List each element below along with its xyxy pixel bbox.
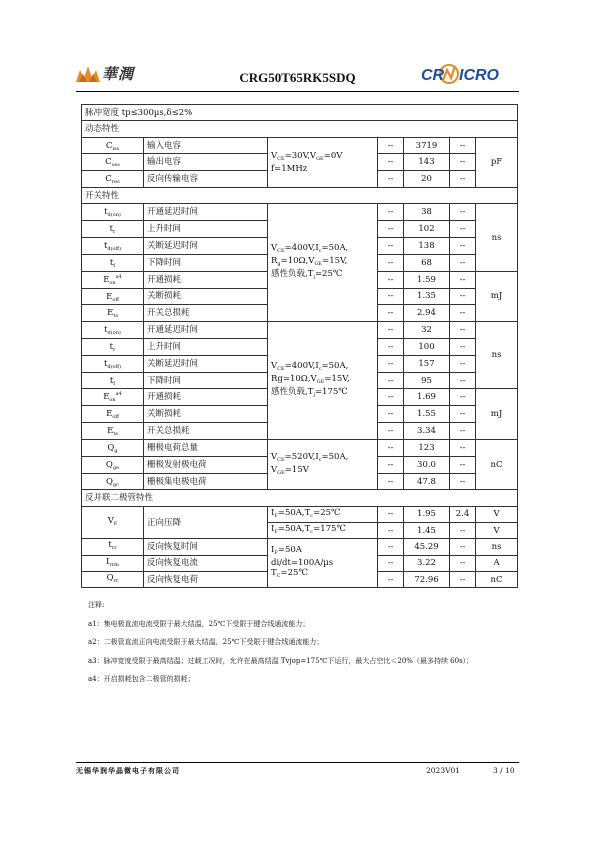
symbol-sub: d(on) [107, 212, 121, 219]
condition-part: CE [277, 366, 285, 373]
condition-part: V [271, 361, 278, 372]
table-row [82, 539, 518, 555]
value-min: -- [378, 339, 404, 356]
symbol-sub: d(on) [107, 330, 121, 336]
symbol-base: C [105, 140, 113, 151]
value-min: -- [378, 322, 404, 339]
param-name: 反向传输电容 [144, 171, 268, 188]
value-max: -- [450, 154, 476, 171]
value-max: -- [450, 339, 476, 356]
value-min: -- [378, 406, 404, 423]
condition-part: GE [314, 261, 323, 268]
condition-part: =25℃ [313, 507, 341, 518]
symbol-sub: r [113, 346, 116, 353]
symbol-sub: rr [111, 545, 117, 552]
symbol-sub: res [111, 179, 120, 186]
condition-part: =400V,I [284, 361, 319, 372]
condition-part: c [318, 456, 322, 463]
condition-part: V [271, 150, 278, 161]
company-logo-right [419, 60, 519, 86]
param-symbol [82, 322, 144, 339]
symbol-base: t [104, 325, 108, 335]
symbol-base: Q [106, 573, 114, 584]
param-symbol [82, 221, 144, 238]
note-line: a1：集电极直流电流受限于最大结温，25℃下受限于键合线通流能力； [88, 619, 310, 628]
condition-part: Rg=10Ω,V [271, 374, 317, 385]
table-row [82, 506, 518, 522]
condition-part: CE [277, 155, 285, 162]
value-typ: 95 [404, 372, 450, 389]
param-name: 关断延迟时间 [144, 355, 268, 372]
symbol-sub: gc [112, 481, 119, 488]
symbol-base: V [107, 516, 114, 527]
condition-part: =25℃ [280, 568, 308, 579]
test-condition [268, 539, 378, 588]
value-max: 2.4 [450, 506, 476, 522]
value-typ: 143 [404, 154, 450, 171]
logo-left-text: 華潤 [102, 65, 135, 83]
condition-part: =50A,T [277, 524, 311, 535]
value-max: -- [450, 372, 476, 389]
test-condition [268, 322, 378, 440]
condition-part: CE [277, 456, 285, 463]
symbol-base: Q [107, 442, 115, 453]
value-max: -- [450, 137, 476, 154]
param-symbol [82, 254, 144, 271]
test-condition [268, 204, 378, 322]
notes-block [88, 596, 473, 689]
param-name: 关断损耗 [144, 406, 268, 423]
condition-part: I [271, 507, 275, 518]
symbol-base: E [103, 392, 110, 403]
test-condition [268, 439, 378, 489]
param-name: 开通损耗 [144, 389, 268, 406]
value-unit: ns [476, 539, 518, 555]
value-max: -- [450, 171, 476, 188]
condition-part: c [310, 529, 314, 536]
symbol-sub: f [113, 380, 116, 387]
param-symbol [82, 506, 144, 539]
condition-part: di/dt=100A/µs [271, 558, 334, 569]
condition-part: =10Ω,V [280, 256, 315, 267]
table-row [82, 439, 518, 456]
value-min: -- [378, 539, 404, 555]
symbol-base: C [105, 157, 112, 168]
value-min: -- [378, 254, 404, 271]
page-header [76, 58, 519, 88]
value-typ: 30.0 [404, 456, 450, 473]
value-typ: 2.94 [404, 305, 450, 322]
value-typ: 20 [404, 171, 450, 188]
param-name: 上升时间 [144, 221, 268, 238]
pulse-note: 脉冲宽度 tp≤300µs,δ≤2% [82, 105, 518, 121]
value-max: -- [450, 238, 476, 255]
symbol-base: E [107, 308, 114, 319]
symbol-sub: ts [113, 430, 118, 437]
condition-part: f=1MHz [271, 163, 308, 174]
value-min: -- [378, 456, 404, 473]
condition-part: GE [277, 469, 285, 476]
value-typ: 3719 [404, 137, 450, 154]
condition-part: V [271, 464, 278, 475]
value-typ: 72.96 [404, 571, 450, 587]
param-symbol [82, 372, 144, 389]
symbol-base: E [106, 409, 113, 420]
test-condition [268, 506, 378, 522]
symbol-base: t [109, 341, 114, 352]
value-typ: 1.69 [404, 389, 450, 406]
symbol-sub: rr [113, 578, 119, 585]
symbol-base: E [106, 291, 113, 302]
param-symbol [82, 456, 144, 473]
value-max: -- [450, 555, 476, 571]
section-title-switching: 开关特性 [82, 188, 518, 204]
footer-page-number: 3 / 10 [493, 766, 515, 775]
value-min: -- [378, 372, 404, 389]
unit-cell: ns [476, 322, 518, 389]
symbol-sub: on [109, 397, 116, 404]
condition-part: c [318, 366, 322, 373]
param-name: 下降时间 [144, 254, 268, 271]
note-line: a3：脉冲宽度受限于最高结温；过载工况时，允许在最高结温 Tvjop=175℃下运行，最大占空比＜20%（最多持续 60s）； [88, 656, 474, 665]
value-max: -- [450, 439, 476, 456]
value-max: -- [450, 204, 476, 221]
value-unit: V [476, 506, 518, 522]
condition-part: c [318, 248, 322, 255]
condition-part: g [277, 261, 281, 268]
param-name: 栅极发射极电荷 [144, 456, 268, 473]
symbol-sub: on [109, 279, 116, 286]
condition-part: T [271, 568, 277, 579]
condition-part: I [271, 545, 275, 556]
footer-divider [76, 762, 519, 763]
param-symbol [82, 423, 144, 440]
value-min: -- [378, 137, 404, 154]
value-max: -- [450, 539, 476, 555]
param-symbol [82, 571, 144, 587]
symbol-sub: iss [112, 145, 120, 152]
condition-part: =175℃ [313, 524, 346, 535]
symbol-base: t [109, 257, 114, 268]
param-symbol [82, 171, 144, 188]
value-min: -- [378, 423, 404, 440]
condition-part: 感性负载,T [271, 387, 314, 398]
value-min: -- [378, 171, 404, 188]
value-max: -- [450, 271, 476, 288]
value-typ: 1.45 [404, 523, 450, 539]
value-unit: A [476, 555, 518, 571]
symbol-sub: rrm [109, 561, 119, 568]
condition-part: =25℃ [314, 269, 343, 280]
param-symbol [82, 389, 144, 406]
symbol-sub: ge [112, 464, 120, 471]
value-max: -- [450, 254, 476, 271]
param-symbol [82, 439, 144, 456]
value-min: -- [378, 271, 404, 288]
param-name: 反向恢复时间 [144, 539, 268, 555]
section-row-switching [82, 188, 518, 204]
value-max: -- [450, 305, 476, 322]
value-typ: 1.35 [404, 288, 450, 305]
condition-part: C [276, 573, 281, 580]
param-name: 下降时间 [144, 372, 268, 389]
value-min: -- [378, 154, 404, 171]
condition-part: V [271, 243, 278, 254]
value-max: -- [450, 221, 476, 238]
value-typ: 47.8 [404, 473, 450, 490]
value-min: -- [378, 523, 404, 539]
symbol-sub: d(off) [107, 245, 122, 252]
value-max: -- [450, 322, 476, 339]
symbol-sub: r [113, 229, 116, 236]
symbol-base: I [106, 556, 110, 567]
symbol-sub: ts [113, 313, 118, 320]
condition-part: c [310, 512, 314, 519]
value-max: -- [450, 571, 476, 587]
value-min: -- [378, 288, 404, 305]
condition-part: =50A [277, 545, 302, 556]
condition-part: =400V,I [284, 243, 319, 254]
value-typ: 45.29 [404, 539, 450, 555]
footer-version: 2023V01 [426, 766, 461, 775]
param-symbol [82, 539, 144, 555]
value-min: -- [378, 555, 404, 571]
symbol-base: t [109, 375, 114, 386]
section-row-dynamic [82, 121, 518, 137]
value-min: -- [378, 204, 404, 221]
symbol-base: t [109, 224, 114, 235]
symbol-sub: off [112, 414, 119, 421]
param-symbol [82, 154, 144, 171]
value-min: -- [378, 221, 404, 238]
condition-part: F [274, 529, 278, 536]
symbol-sub: g [114, 447, 118, 454]
param-symbol [82, 288, 144, 305]
symbol-base: t [103, 358, 108, 369]
unit-cell: pF [476, 137, 518, 187]
value-max: -- [450, 473, 476, 490]
table-row [82, 204, 518, 221]
value-min: -- [378, 439, 404, 456]
condition-part: =175℃ [314, 387, 348, 398]
param-name: 关断延迟时间 [144, 238, 268, 255]
symbol-sub: f [113, 262, 116, 269]
test-condition [268, 523, 378, 539]
symbol-sub: F [113, 521, 118, 528]
param-name: 栅极电荷总量 [144, 439, 268, 456]
unit-cell: nC [476, 439, 518, 489]
section-row-diode [82, 490, 518, 506]
value-typ: 1.95 [404, 506, 450, 522]
param-symbol [82, 271, 144, 288]
condition-part: V [271, 451, 278, 462]
svg-text:CR: CR [421, 67, 445, 84]
value-unit: nC [476, 571, 518, 587]
table-row [82, 137, 518, 154]
note-line: a4：开启损耗包含二极管的损耗； [88, 675, 195, 684]
condition-part: =15V, [322, 256, 348, 267]
svg-text:ICRO: ICRO [459, 67, 499, 84]
value-typ: 1.55 [404, 406, 450, 423]
symbol-base: E [103, 274, 110, 285]
value-typ: 1.59 [404, 271, 450, 288]
param-name: 开通损耗 [144, 271, 268, 288]
value-typ: 3.22 [404, 555, 450, 571]
value-typ: 32 [404, 322, 450, 339]
table-row [82, 322, 518, 339]
param-name: 正向压降 [144, 506, 268, 539]
value-typ: 138 [404, 238, 450, 255]
value-typ: 157 [404, 355, 450, 372]
condition-part: =520V,I [284, 451, 319, 462]
section-title-dynamic: 动态特性 [82, 121, 518, 137]
param-symbol [82, 305, 144, 322]
value-min: -- [378, 506, 404, 522]
value-unit: V [476, 523, 518, 539]
param-name: 开通延迟时间 [144, 322, 268, 339]
value-max: -- [450, 523, 476, 539]
unit-cell: mJ [476, 389, 518, 439]
param-name: 输入电容 [144, 137, 268, 154]
condition-part: I [271, 524, 275, 535]
condition-part: 感性负载,T [271, 269, 314, 280]
value-max: -- [450, 406, 476, 423]
symbol-base: Q [105, 459, 113, 470]
value-typ: 100 [404, 339, 450, 356]
symbol-sub: off [112, 296, 119, 303]
unit-cell: mJ [476, 271, 518, 321]
symbol-base: t [104, 207, 108, 218]
notes-heading: 注释: [88, 601, 105, 609]
param-name: 反向恢复电流 [144, 555, 268, 571]
condition-part: GE [316, 155, 324, 162]
symbol-base: t [103, 240, 108, 251]
value-max: -- [450, 355, 476, 372]
test-condition [268, 137, 378, 187]
param-symbol [82, 238, 144, 255]
value-typ: 123 [404, 439, 450, 456]
value-max: -- [450, 389, 476, 406]
value-min: -- [378, 473, 404, 490]
param-symbol [82, 137, 144, 154]
footer-company: 无锡华润华晶微电子有限公司 [76, 767, 180, 775]
note-line: a2：二极管直流正向电流受限于最大结温，25℃下受限于键合线通流能力； [88, 638, 324, 647]
value-min: -- [378, 305, 404, 322]
page-title: CRG50T65RK5SDQ [239, 70, 356, 85]
symbol-sup: a4 [115, 391, 122, 398]
value-min: -- [378, 238, 404, 255]
value-typ: 3.34 [404, 423, 450, 440]
symbol-base: t [108, 540, 112, 551]
condition-part: F [274, 512, 278, 519]
condition-part: CE [277, 248, 285, 255]
value-typ: 38 [404, 204, 450, 221]
condition-part: =50A, [321, 361, 349, 372]
param-name: 开通延迟时间 [144, 204, 268, 221]
value-typ: 68 [404, 254, 450, 271]
condition-part: j [313, 274, 315, 281]
symbol-base: Q [106, 476, 113, 487]
param-name: 开关总损耗 [144, 305, 268, 322]
condition-part: =50A,T [277, 507, 311, 518]
condition-part: =50A, [321, 243, 349, 254]
condition-part: =15V, [324, 374, 350, 385]
value-typ: 102 [404, 221, 450, 238]
crmicro-logo-icon [419, 60, 519, 86]
value-max: -- [450, 288, 476, 305]
value-max: -- [450, 456, 476, 473]
param-name: 开关总损耗 [144, 423, 268, 440]
param-symbol [82, 555, 144, 571]
condition-part: j [313, 392, 315, 399]
param-symbol [82, 473, 144, 490]
condition-part: R [271, 256, 278, 267]
param-symbol [82, 355, 144, 372]
electrical-characteristics-table [81, 104, 518, 588]
param-symbol [82, 339, 144, 356]
value-min: -- [378, 571, 404, 587]
condition-part: =15V [284, 464, 309, 475]
condition-part: F [274, 550, 278, 557]
section-title-diode: 反并联二极管特性 [82, 490, 518, 506]
value-max: -- [450, 423, 476, 440]
param-name: 栅极集电极电荷 [144, 473, 268, 490]
condition-part: =50A, [321, 451, 349, 462]
symbol-base: E [107, 425, 114, 436]
symbol-base: C [105, 174, 112, 185]
symbol-sub: d(off) [107, 363, 122, 370]
value-min: -- [378, 389, 404, 406]
condition-part: =0V [323, 150, 343, 161]
param-name: 上升时间 [144, 339, 268, 356]
value-min: -- [378, 355, 404, 372]
condition-part: =30V,V [284, 150, 317, 161]
param-symbol [82, 406, 144, 423]
pulse-note-row [82, 105, 518, 121]
param-name: 反向恢复电荷 [144, 571, 268, 587]
condition-part: GE [316, 379, 325, 386]
header-divider [76, 91, 519, 92]
symbol-sub: oss [111, 162, 120, 169]
unit-cell: ns [476, 204, 518, 271]
symbol-sup: a4 [115, 273, 122, 280]
param-name: 输出电容 [144, 154, 268, 171]
param-symbol [82, 204, 144, 221]
param-name: 关断损耗 [144, 288, 268, 305]
